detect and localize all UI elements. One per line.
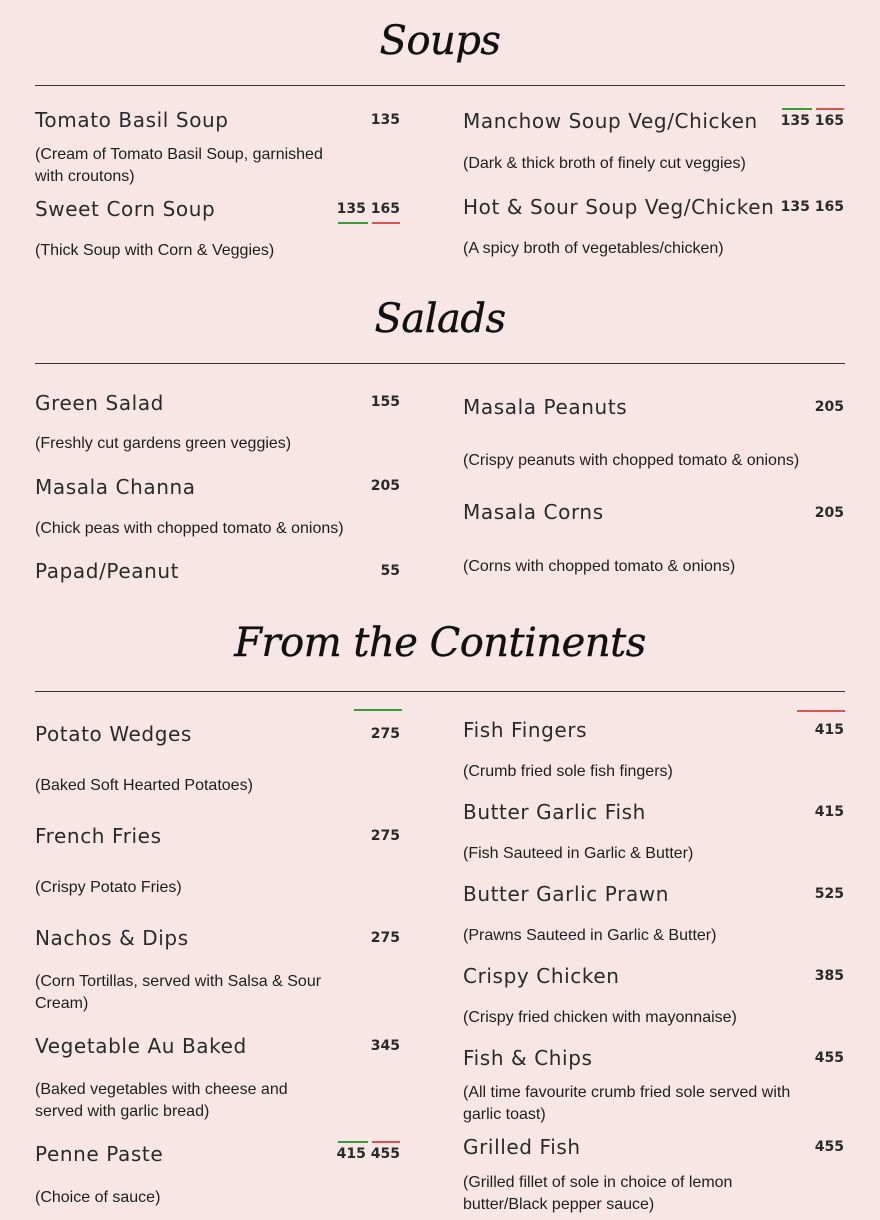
item-price: 55 — [380, 563, 400, 579]
item-price: 415 455 — [336, 1146, 400, 1162]
divider — [35, 691, 845, 692]
item-description: (Corn Tortillas, served with Salsa & Sour Cream) — [35, 973, 322, 1012]
item-description: (Grilled fillet of sole in choice of lemon butter/Black pepper sauce) — [463, 1174, 733, 1213]
item-name: Fish Fingers — [463, 718, 588, 742]
item-description: (Chick peas with chopped tomato & onions) — [35, 520, 344, 537]
item-price: 455 — [814, 1050, 844, 1066]
veg-indicator — [338, 1141, 368, 1143]
nonveg-indicator — [372, 222, 400, 224]
item-name: Potato Wedges — [35, 722, 192, 746]
item-price: 135 165 — [780, 199, 844, 215]
item-name: Nachos & Dips — [35, 926, 189, 950]
item-name: Grilled Fish — [463, 1135, 581, 1159]
item-description: (Freshly cut gardens green veggies) — [35, 435, 292, 452]
item-price: 155 — [370, 394, 400, 410]
item-description: (Prawns Sauteed in Garlic & Butter) — [463, 927, 717, 944]
item-description: (Baked vegetables with cheese and served with garlic bread) — [35, 1081, 288, 1120]
item-description: (A spicy broth of vegetables/chicken) — [463, 240, 724, 257]
nonveg-indicator — [816, 108, 844, 110]
item-name: Vegetable Au Baked — [35, 1034, 247, 1058]
section-title-continents: From the Continents — [234, 620, 646, 666]
item-name: Masala Channa — [35, 475, 196, 499]
item-description: (Choice of sauce) — [35, 1189, 161, 1206]
veg-indicator — [338, 222, 368, 224]
section-title-salads: Salads — [374, 296, 506, 342]
section-title-soups: Soups — [379, 18, 501, 64]
item-name: Butter Garlic Prawn — [463, 882, 670, 906]
item-description: (Crispy peanuts with chopped tomato & onions) — [463, 452, 800, 469]
item-description: (Corns with chopped tomato & onions) — [463, 558, 736, 575]
item-name: Masala Peanuts — [463, 395, 628, 419]
item-description: (Baked Soft Hearted Potatoes) — [35, 777, 253, 794]
item-price: 385 — [814, 968, 844, 984]
item-price: 275 — [370, 828, 400, 844]
item-price: 455 — [814, 1139, 844, 1155]
item-price: 275 — [370, 726, 400, 742]
nonveg-indicator — [372, 1141, 400, 1143]
veg-indicator — [782, 108, 812, 110]
item-description: (Crumb fried sole fish fingers) — [463, 763, 673, 780]
item-price: 415 — [814, 804, 844, 820]
item-description: (Crispy fried chicken with mayonnaise) — [463, 1009, 737, 1026]
item-name: Penne Paste — [35, 1142, 164, 1166]
item-name: Fish & Chips — [463, 1046, 593, 1070]
item-description: (Crispy Potato Fries) — [35, 879, 182, 896]
item-price: 415 — [814, 722, 844, 738]
item-description: (Dark & thick broth of finely cut veggies) — [463, 155, 746, 172]
divider — [35, 85, 845, 86]
item-price: 135 165 — [780, 113, 844, 129]
nonveg-indicator — [797, 710, 845, 712]
item-name: Sweet Corn Soup — [35, 197, 216, 221]
item-description: (All time favourite crumb fried sole served with garlic toast) — [463, 1084, 791, 1123]
item-price: 205 — [814, 399, 844, 415]
item-name: Green Salad — [35, 391, 164, 415]
item-price: 135 165 — [336, 201, 400, 217]
item-name: Butter Garlic Fish — [463, 800, 646, 824]
item-price: 205 — [814, 505, 844, 521]
item-price: 345 — [370, 1038, 400, 1054]
item-name: Tomato Basil Soup — [35, 108, 229, 132]
item-description: (Thick Soup with Corn & Veggies) — [35, 242, 275, 259]
item-price: 275 — [370, 930, 400, 946]
veg-indicator — [354, 709, 402, 711]
item-name: Crispy Chicken — [463, 964, 620, 988]
item-name: Papad/Peanut — [35, 559, 180, 583]
item-description: (Fish Sauteed in Garlic & Butter) — [463, 845, 694, 862]
item-price: 135 — [370, 112, 400, 128]
item-name: Masala Corns — [463, 500, 604, 524]
item-name: French Fries — [35, 824, 162, 848]
divider — [35, 363, 845, 364]
item-price: 205 — [370, 478, 400, 494]
item-price: 525 — [814, 886, 844, 902]
item-description: (Cream of Tomato Basil Soup, garnished with croutons) — [35, 146, 323, 185]
item-name: Manchow Soup Veg/Chicken — [463, 109, 758, 133]
item-name: Hot & Sour Soup Veg/Chicken — [463, 195, 775, 219]
